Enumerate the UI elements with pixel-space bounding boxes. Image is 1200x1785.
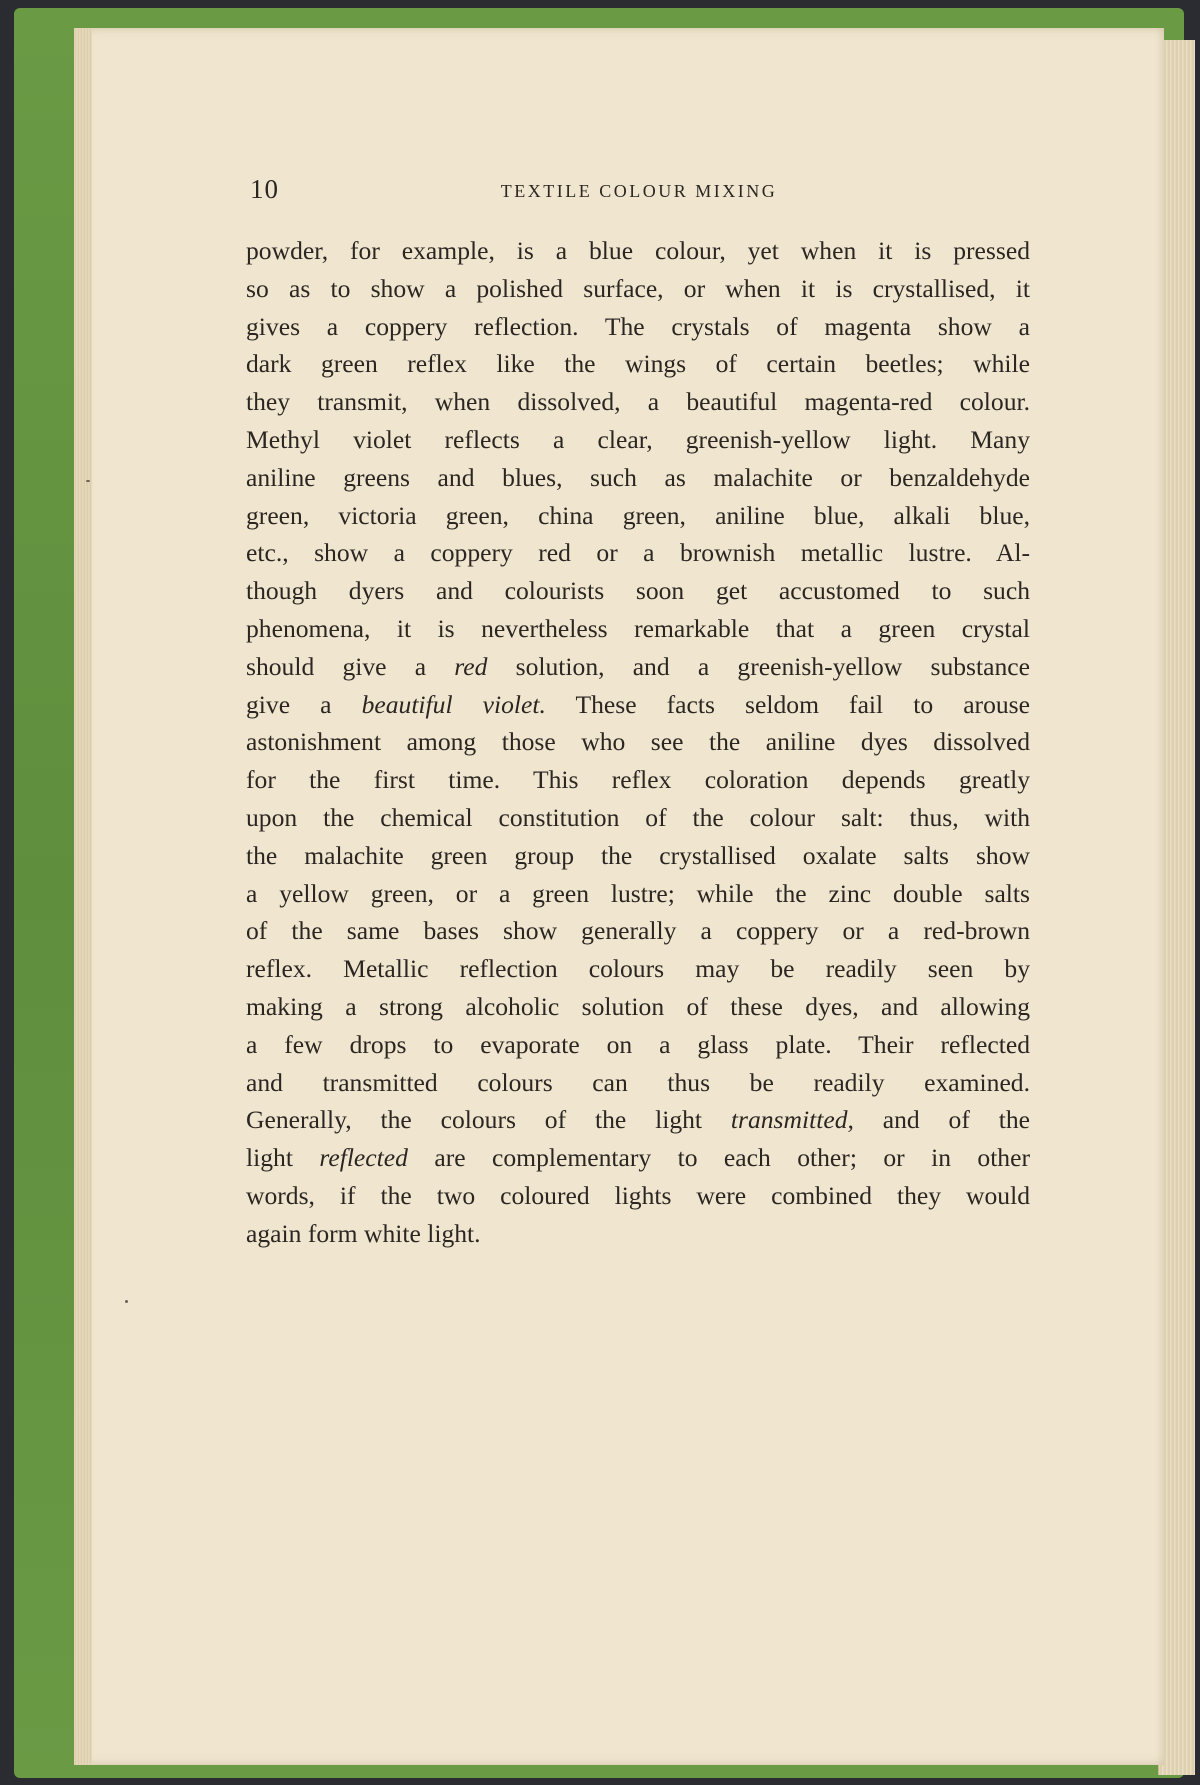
text-run: light bbox=[246, 1143, 320, 1173]
text-line: upon the chemical constitution of the colour salt: thus, with bbox=[246, 802, 1030, 832]
text-line: they transmit, when dissolved, a beautiful magenta-red colour. bbox=[246, 387, 1030, 417]
text-line: reflex. Metallic reflection colours may be readily seen by bbox=[246, 954, 1030, 984]
text-line: green, victoria green, china green, aniline blue, alkali blue, bbox=[246, 500, 1030, 530]
paper-speck bbox=[86, 480, 90, 482]
text-run: These facts seldom fail to arouse bbox=[545, 689, 1030, 719]
text-line: astonishment among those who see the aniline dyes dissolved bbox=[246, 727, 1030, 757]
italic-text: reflected bbox=[319, 1143, 408, 1173]
text-run: give a bbox=[246, 689, 362, 719]
text-line: aniline greens and blues, such as malachite or benzaldehyde bbox=[246, 462, 1030, 492]
text-line: powder, for example, is a blue colour, yet when it is pressed bbox=[246, 236, 1030, 265]
text-run: Generally, the colours of the light bbox=[246, 1105, 731, 1135]
text-line: for the first time. This reflex coloration depends greatly bbox=[246, 765, 1030, 795]
text-line bbox=[246, 1101, 1030, 1139]
text-line bbox=[246, 1139, 1030, 1177]
italic-text: transmitted, bbox=[730, 1105, 854, 1135]
body-text bbox=[246, 232, 1030, 1253]
text-line bbox=[246, 686, 1030, 724]
text-line: the malachite green group the crystallised oxalate salts show bbox=[246, 840, 1030, 870]
text-line: of the same bases show generally a coppery or a red-brown bbox=[246, 916, 1030, 946]
paper-speck bbox=[125, 1300, 128, 1303]
text-line: again form white light. bbox=[246, 1218, 481, 1248]
text-line: words, if the two coloured lights were combined they would bbox=[246, 1180, 1030, 1210]
text-line: a yellow green, or a green lustre; while the zinc double salts bbox=[246, 878, 1030, 908]
text-line: and transmitted colours can thus be readily examined. bbox=[246, 1067, 1030, 1097]
text-line: so as to show a polished surface, or when it is crystallised, it bbox=[246, 273, 1030, 303]
page-gutter bbox=[74, 28, 92, 1765]
text-line: making a strong alcoholic solution of these dyes, and allowing bbox=[246, 991, 1030, 1021]
italic-text: red bbox=[454, 651, 488, 681]
text-line bbox=[246, 648, 1030, 686]
text-line: etc., show a coppery red or a brownish metallic lustre. Al- bbox=[246, 538, 1030, 568]
text-line: though dyers and colourists soon get accustomed to such bbox=[246, 576, 1030, 606]
text-run: should give a bbox=[246, 651, 455, 681]
text-line: a few drops to evaporate on a glass plate. Their reflected bbox=[246, 1029, 1030, 1059]
text-line: dark green reflex like the wings of certain beetles; while bbox=[246, 349, 1030, 379]
text-run: and of the bbox=[853, 1105, 1030, 1135]
page-header bbox=[250, 172, 1028, 206]
text-line: gives a coppery reflection. The crystals of magenta show a bbox=[246, 311, 1030, 341]
italic-text: beautiful violet. bbox=[361, 689, 546, 719]
text-line: phenomena, it is nevertheless remarkable that a green crystal bbox=[246, 613, 1030, 643]
text-run: are complementary to each other; or in other bbox=[407, 1143, 1030, 1173]
running-title: TEXTILE COLOUR MIXING bbox=[500, 181, 778, 201]
text-run: solution, and a greenish-yellow substance bbox=[487, 651, 1030, 681]
page-number: 10 bbox=[250, 174, 279, 204]
text-line: Methyl violet reflects a clear, greenish-yellow light. Many bbox=[246, 424, 1030, 454]
